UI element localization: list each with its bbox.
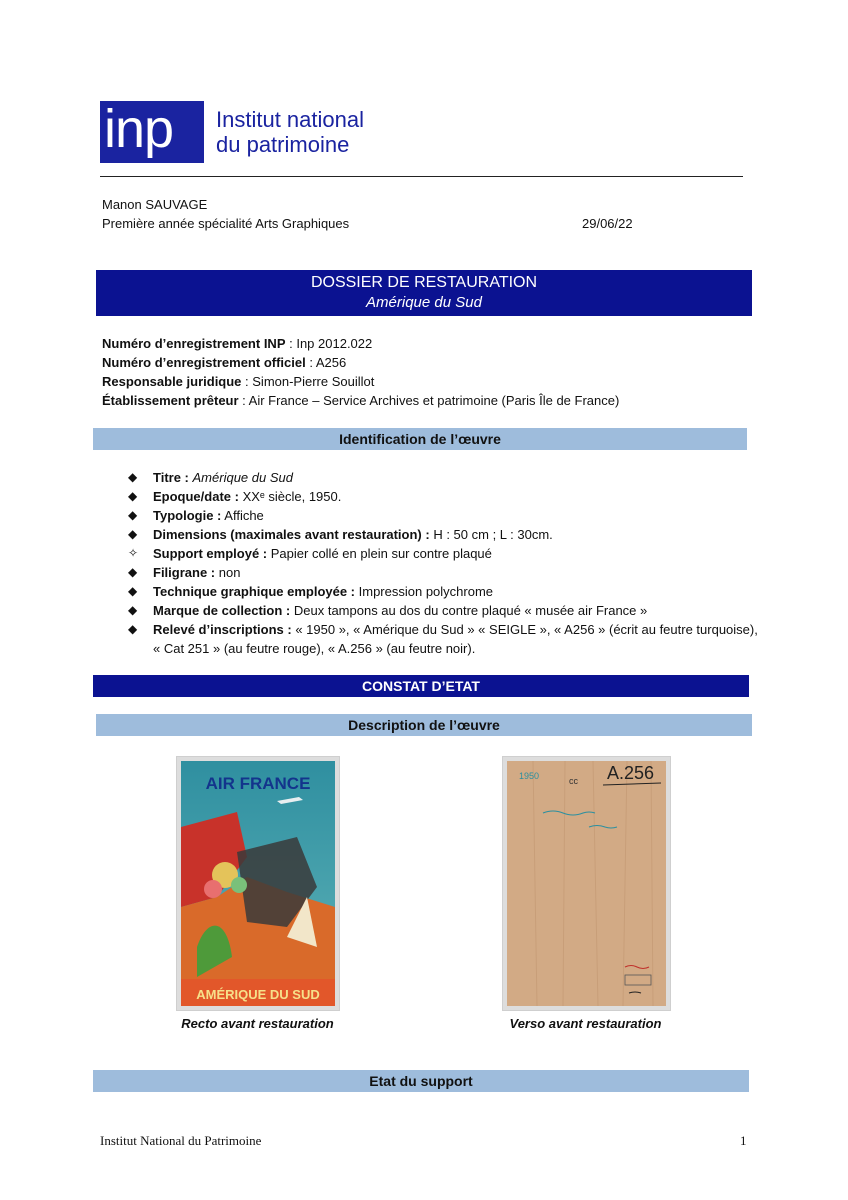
list-item: ✧ Support employé : Papier collé en plein sur contre plaqué xyxy=(128,546,492,561)
diamond-bullet-icon: ◆ xyxy=(128,527,138,541)
list-item: ◆ Relevé d’inscriptions : « 1950 », « Amérique du Sud » « SEIGLE », « A256 » (écrit au feutre turquoise), « Cat 251 » (au feutre rouge), « A.256 » (au feutre noir). xyxy=(128,622,758,656)
verso-illustration xyxy=(503,757,670,1010)
logo-line-1: Institut national xyxy=(216,107,364,132)
list-item: ◆ Titre : Amérique du Sud xyxy=(128,470,293,485)
registration-value: : A256 xyxy=(305,355,347,370)
list-item: ◆ Marque de collection : Deux tampons au dos du contre plaqué « musée air France » xyxy=(128,603,648,618)
registration-official xyxy=(102,353,346,372)
identification-list xyxy=(128,468,758,658)
photo-recto xyxy=(176,756,340,1011)
diamond-bullet-icon: ◆ xyxy=(128,470,138,484)
registration-inp xyxy=(102,334,372,353)
svg-text:cc: cc xyxy=(569,776,578,786)
list-item: ◆ Filigrane : non xyxy=(128,565,241,580)
registration-responsible xyxy=(102,372,374,391)
section-header-constat: CONSTAT D’ETAT xyxy=(93,675,749,697)
document-title: DOSSIER DE RESTAURATION xyxy=(310,274,538,291)
caption-verso: Verso avant restauration xyxy=(509,1016,662,1031)
list-item: ◆ Technique graphique employée : Impression polychrome xyxy=(128,584,494,599)
logo-wordmark xyxy=(216,107,364,157)
registration-value: : Inp 2012.022 xyxy=(285,336,373,351)
title-banner xyxy=(96,270,752,316)
header-divider xyxy=(100,176,743,177)
poster-illustration xyxy=(177,757,339,1010)
footer-institution: Institut National du Patrimoine xyxy=(100,1133,262,1148)
diamond-bullet-icon: ◆ xyxy=(128,508,138,522)
registration-lender xyxy=(102,391,619,410)
logo-abbreviation: inp xyxy=(100,101,204,163)
photo-verso xyxy=(502,756,671,1011)
verso-inscription: A.256 xyxy=(607,763,655,783)
document-subtitle: Amérique du Sud xyxy=(366,294,482,311)
diamond-bullet-icon: ◆ xyxy=(128,622,138,636)
list-item: ◆ Epoque/date : XXᵉ siècle, 1950. xyxy=(128,489,342,504)
diamond-bullet-icon: ◆ xyxy=(128,565,138,579)
star-bullet-icon: ✧ xyxy=(128,546,139,560)
document-date: 29/06/22 xyxy=(582,216,633,231)
diamond-bullet-icon: ◆ xyxy=(128,584,138,598)
registration-value: : Air France – Service Archives et patrimoine (Paris Île de France) xyxy=(238,393,620,408)
logo-line-2: du patrimoine xyxy=(216,132,350,157)
page-number: 1 xyxy=(740,1133,747,1148)
section-header-description: Description de l’œuvre xyxy=(96,714,752,736)
author-program: Première année spécialité Arts Graphiques xyxy=(102,216,350,231)
registration-label: Numéro d’enregistrement INP xyxy=(102,336,286,351)
section-header-support: Etat du support xyxy=(93,1070,749,1092)
author-name: Manon SAUVAGE xyxy=(102,197,208,212)
list-item: ◆ Dimensions (maximales avant restauration) : H : 50 cm ; L : 30cm. xyxy=(128,527,553,542)
caption-recto: Recto avant restauration xyxy=(181,1016,334,1031)
poster-title: AIR FRANCE xyxy=(205,774,311,793)
list-item: ◆ Typologie : Affiche xyxy=(128,508,264,523)
diamond-bullet-icon: ◆ xyxy=(128,489,138,503)
registration-label: Établissement prêteur xyxy=(102,393,239,408)
registration-label: Numéro d’enregistrement officiel xyxy=(102,355,306,370)
poster-bottom-text: AMÉRIQUE DU SUD xyxy=(196,987,320,1002)
inp-logo xyxy=(100,101,400,165)
registration-value: : Simon-Pierre Souillot xyxy=(241,374,375,389)
diamond-bullet-icon: ◆ xyxy=(128,603,138,617)
registration-label: Responsable juridique xyxy=(102,374,242,389)
section-header-identification: Identification de l’œuvre xyxy=(93,428,747,450)
svg-text:1950: 1950 xyxy=(519,771,540,781)
